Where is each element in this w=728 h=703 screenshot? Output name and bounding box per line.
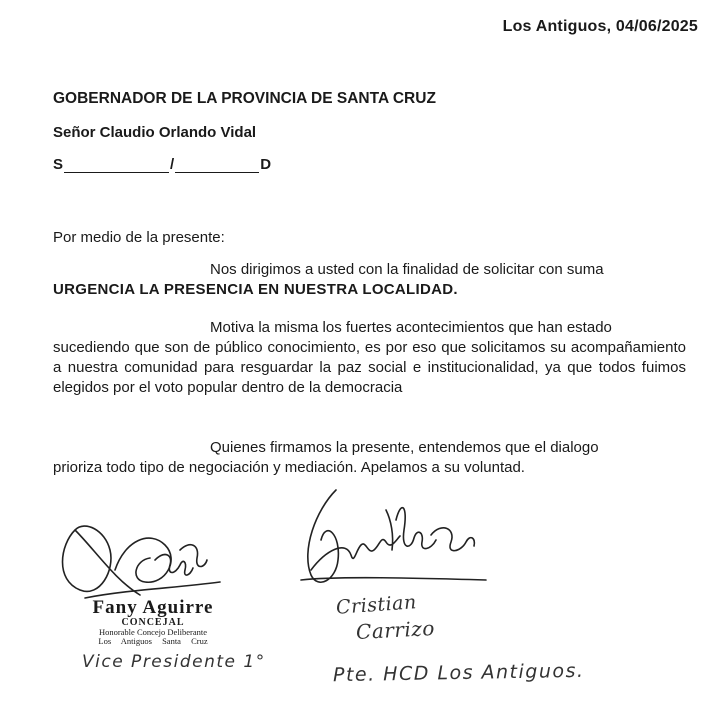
left-handwritten-title: Vice Presidente 1° [82,652,266,672]
stamp-name: Fany Aguirre [92,597,214,618]
right-handwritten-name: Cristian [335,591,418,619]
right-signature-scribble [296,480,496,595]
paragraph-3 [53,438,686,478]
stamp-location: Los Antiguos Santa Cruz [98,636,208,646]
sd-blank-1 [64,158,169,173]
paragraph-2-body: sucediendo que son de público conocimiento, es por eso que solicitamos su acompañamiento a nuestra comunidad para resguardar la paz social e institucionalidad, ya que todos fuimos elegidos por el voto popular dentro de la democracia [53,339,686,396]
stamp-institution: Honorable Concejo Deliberante [98,627,208,637]
greeting: Por medio de la presente: [53,229,225,246]
sd-d: D [260,156,272,173]
recipient-name: Señor Claudio Orlando Vidal [53,124,257,141]
paragraph-1-emphasis: URGENCIA LA PRESENCIA EN NUESTRA LOCALIDAD. [53,281,458,298]
right-handwritten-surname: Carrizo [355,615,436,645]
left-signature-scribble [55,510,235,605]
paragraph-3-first-line: Quienes firmamos la presente, entendemos que el dialogo [210,439,599,456]
left-signature-stamp [63,598,243,646]
sd-line [53,156,271,173]
place-date: Los Antiguos, 04/06/2025 [502,18,698,35]
sd-slash: / [170,156,175,173]
paragraph-2 [53,318,686,398]
sd-s: S [53,156,64,173]
sd-blank-2 [175,158,259,173]
paragraph-3-body: prioriza todo tipo de negociación y mediación. Apelamos a su voluntad. [53,459,525,476]
stamp-role: CONCEJAL [121,617,185,628]
paragraph-1-first-line: Nos dirigimos a usted con la finalidad de solicitar con suma [210,261,604,278]
paragraph-2-first-line: Motiva la misma los fuertes acontecimientos que han estado [210,319,612,336]
recipient-title: GOBERNADOR DE LA PROVINCIA DE SANTA CRUZ [53,90,436,107]
right-handwritten-title: Pte. HCD Los Antiguos. [332,659,585,687]
paragraph-1 [53,260,686,300]
